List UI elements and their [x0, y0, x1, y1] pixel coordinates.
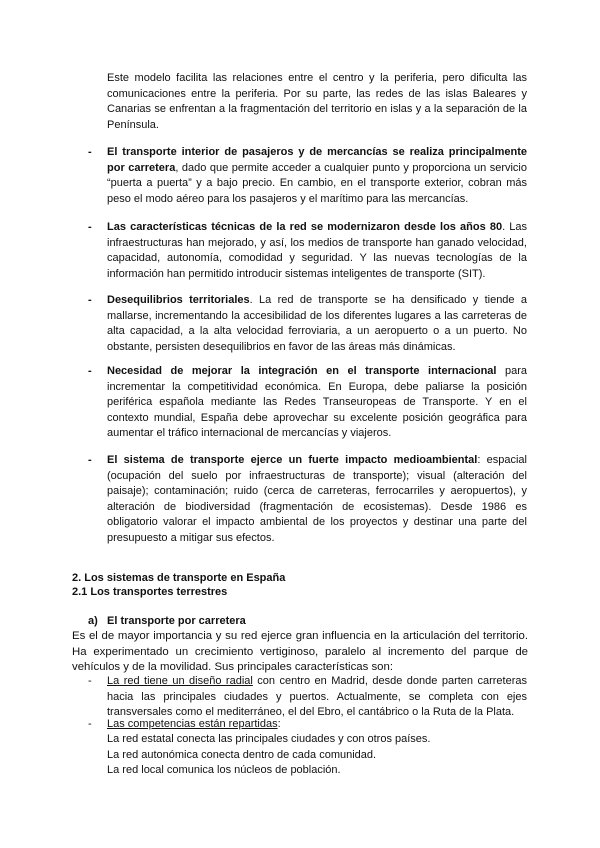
- bullet-desequilibrios: [107, 293, 527, 355]
- bullet-caracteristicas-tecnicas: [107, 220, 527, 282]
- intro-paragraph: Este modelo facilita las relaciones entre el centro y la periferia, pero dificulta las comunicaciones entre la periferia. Por su parte, las redes de las islas Baleares y Canarias se enfrentan a la fragmentación del territorio en islas y a la separación de la Península.: [107, 72, 527, 131]
- sub-bullet-dash: -: [88, 675, 92, 687]
- subsection-heading: 2.1 Los transportes terrestres: [72, 586, 228, 598]
- sub-bullet-diseno-radial: [107, 674, 527, 721]
- sub-bullet-body-text: :: [277, 718, 281, 730]
- bullet-dash: -: [88, 146, 92, 158]
- sub-bullet-dash: -: [88, 718, 92, 730]
- subsubsection-letter: a): [88, 615, 98, 627]
- bullet-bold-text: El transporte interior de pasajeros y de mercancías se realiza principalmente por carretera: [107, 146, 527, 174]
- bullet-body-text: : espacial (ocupación del suelo por infraestructuras de transporte); visual (alteración del paisaje); contaminación; ruido (cerca de carreteras, ferrocarriles y aeropuertos), y alteración de biodiversidad (fragmentación de ecosistemas). Desde 1986 es obligatorio valorar el impacto ambiental de los proyectos y destinar una parte del presupuesto a mitigar sus efectos.: [107, 454, 527, 544]
- section-heading: 2. Los sistemas de transporte en España: [72, 572, 286, 584]
- bullet-body-text: , dado que permite acceder a cualquier punto y proporciona un servicio “puerta a puerta” y a bajo precio. En cambio, en el transporte exterior, cobran más peso el modo aéreo para los pasajeros y el marítimo para las mercancías.: [107, 161, 527, 205]
- subsubsection-heading: [88, 614, 246, 630]
- bullet-impacto-medioambiental: [107, 453, 527, 546]
- sub-bullet-underlined-text: La red tiene un diseño radial: [107, 675, 253, 687]
- bullet-dash: -: [88, 365, 92, 377]
- sub-bullet-body-text: con centro en Madrid, desde donde parten carreteras hacia las principales ciudades y puertos. Actualmente, se completa con ejes transversales como el mediterráneo, el del Ebro, el cantábrico o la Ruta de la Plata.: [107, 675, 528, 718]
- sub-bullet-competencias: [107, 717, 527, 733]
- competencia-estatal: La red estatal conecta las principales ciudades y con otros países.: [107, 733, 431, 745]
- competencia-autonomica: La red autonómica conecta dentro de cada comunidad.: [107, 748, 377, 761]
- bullet-body-text: . La red de transporte se ha densificado y tiende a mallarse, incrementando la accesibilidad de los diferentes lugares a las carreteras de alta capacidad, a la alta velocidad ferroviaria, a un aeropuerto o a un puerto. No obstante, persisten desequilibrios en favor de las áreas más dinámicas.: [107, 294, 527, 353]
- sub-bullet-underlined-text: Las competencias están repartidas: [107, 718, 278, 730]
- bullet-dash: -: [88, 294, 92, 306]
- bullet-dash: -: [88, 454, 92, 466]
- bullet-bold-text: Necesidad de mejorar la integración en el transporte internacional: [107, 365, 497, 377]
- bullet-bold-text: El sistema de transporte ejerce un fuerte impacto medioambiental: [107, 454, 478, 466]
- bullet-bold-text: Desequilibrios territoriales: [107, 294, 250, 306]
- bullet-integracion-internacional: [107, 364, 527, 442]
- bullet-dash: -: [88, 221, 92, 233]
- bullet-bold-text: Las características técnicas de la red se modernizaron desde los años 80: [107, 221, 503, 233]
- bullet-body-text: para incrementar la competitividad económica. En Europa, debe paliarse la posición periférica española mediante las Redes Transeuropeas de Transporte. Y en el contexto mundial, España debe aprovechar su excelente posición geográfica para aumentar el tráfico internacional de mercancías y viajeros.: [107, 365, 527, 439]
- bullet-transporte-interior: [107, 145, 527, 207]
- subsubsection-title: El transporte por carretera: [107, 615, 246, 627]
- competencias-list: [107, 732, 527, 779]
- bullet-body-text: . Las infraestructuras han mejorado, y así, los medios de transporte han ganado velocidad, capacidad, autonomía, comodidad y seguridad. Y las nuevas tecnologías de la información han permitido introducir sistemas inteligentes de transporte (SIT).: [107, 221, 527, 280]
- carretera-paragraph: Es el de mayor importancia y su red ejerce gran influencia en la articulación del territorio. Ha experimentado un crecimiento vertiginoso, paralelo al incremento del parque de vehículos y de la movilidad. Sus principales características son:: [72, 630, 528, 673]
- competencia-local: La red local comunica los núcleos de población.: [107, 764, 341, 776]
